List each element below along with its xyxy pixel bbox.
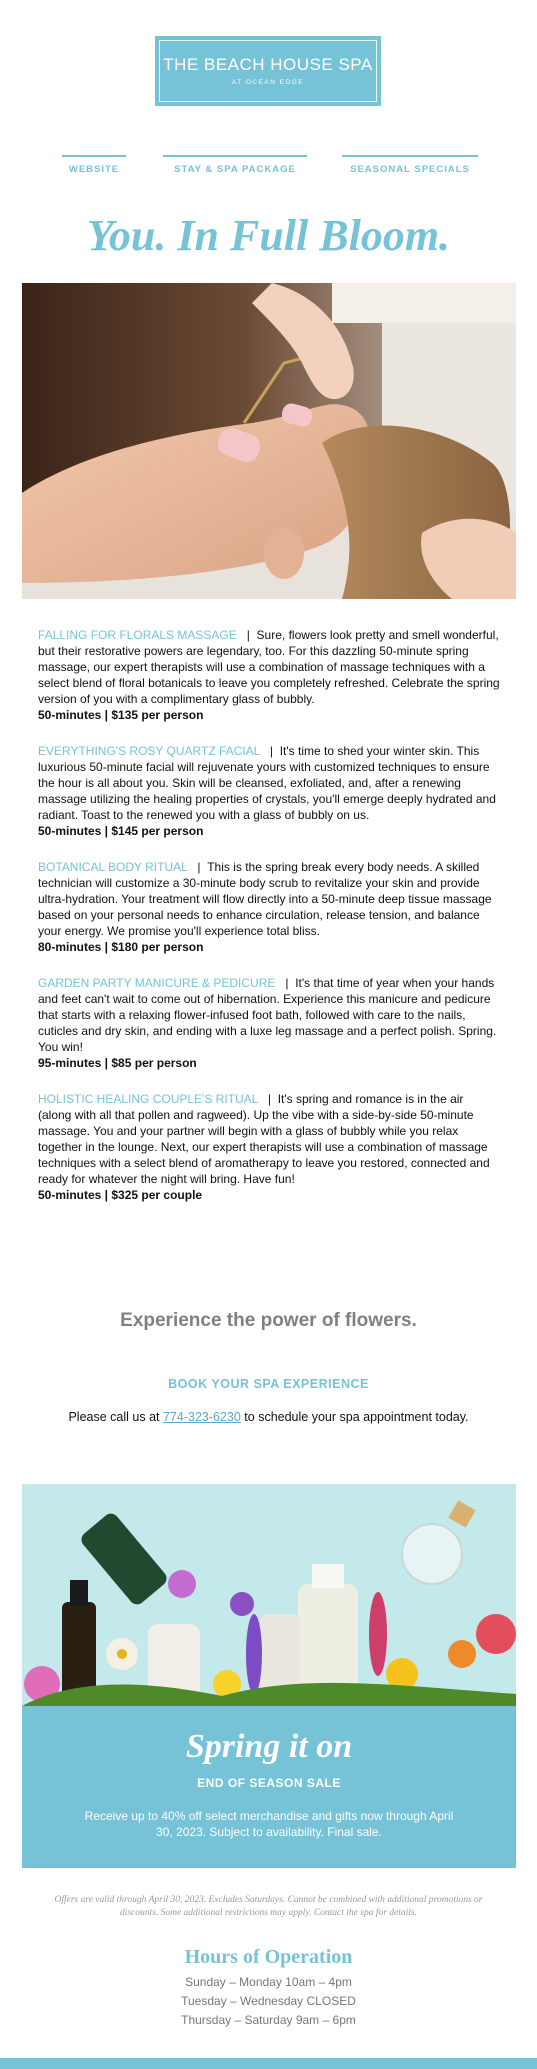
- hours-line: Tuesday – Wednesday CLOSED: [181, 1994, 356, 2008]
- service-item: [38, 859, 500, 955]
- service-name-link[interactable]: HOLISTIC HEALING COUPLE'S RITUAL: [38, 1092, 258, 1106]
- separator: [240, 628, 256, 642]
- service-description: It's spring and romance is in the air (along with all that pollen and ragweed). Up the vibe with a side-by-side 50-minute massage. You and your partner will begin with a glass of bubbly while you relax together in the lounge. Next, our expert therapists will use a combination of massage techniques with a select blend of aromatherapy to leave you restored, connected and ready for whatever the night will bring. Have fun!: [38, 1092, 490, 1186]
- service-name-link[interactable]: BOTANICAL BODY RITUAL: [38, 860, 188, 874]
- service-description: This is the spring break every body needs. A skilled technician will customize a 30-minute body scrub to revitalize your skin and provide ultra-hydration. Your treatment will flow directly into a 50-minute deep tissue massage based on your personal needs to enhance circulation, release tension, and balance your energy. We promise you'll experience total bliss.: [38, 860, 492, 938]
- hours-list: [0, 1973, 537, 2030]
- service-name-link[interactable]: FALLING FOR FLORALS MASSAGE: [38, 628, 237, 642]
- nav-item-seasonal-specials[interactable]: [342, 155, 478, 175]
- promo-image: [22, 1484, 516, 1706]
- separator-glyph: |: [246, 628, 250, 642]
- hours-line: Sunday – Monday 10am – 4pm: [185, 1975, 352, 1989]
- spring-title: Spring it on: [185, 1728, 353, 1765]
- hours-title: Hours of Operation: [184, 1946, 353, 1968]
- separator: [191, 860, 207, 874]
- service-description: Sure, flowers look pretty and smell wonderful, but their restorative powers are legendary, too. For this dazzling 50-minute spring massage, our expert therapists will use a combination of massage techniques with a select blend of floral botanicals to leave you completely refreshed. Celebrate the spring version of you with a complimentary glass of bubbly.: [38, 628, 500, 706]
- service-item: [38, 1091, 500, 1203]
- logo-border: [159, 40, 377, 102]
- phone-link[interactable]: 774-323-6230: [162, 1410, 241, 1424]
- nav-link-stay-spa-package[interactable]: STAY & SPA PACKAGE: [174, 164, 296, 175]
- call-prefix: Please call us at: [68, 1410, 163, 1424]
- service-price: 50-minutes | $145 per person: [38, 824, 204, 838]
- service-description: It's time to shed your winter skin. This luxurious 50-minute facial will rejuvenate yours with customized techniques to ensure the hour is all about you. Skin will be cleansed, exfoliated, and, after a renewing massage utilizing the healing properties of crystals, you'll emerge deeply hydrated and radiant. Toast to the renewed you with a glass of bubbly on us.: [38, 744, 496, 822]
- service-item: [38, 975, 500, 1071]
- service-price: 50-minutes | $325 per couple: [38, 1188, 203, 1202]
- service-name-link[interactable]: GARDEN PARTY MANICURE & PEDICURE: [38, 976, 276, 990]
- separator: [261, 1092, 277, 1106]
- main-headline: You. In Full Bloom.: [86, 211, 451, 260]
- spring-body: Receive up to 40% off select merchandise and gifts now through April 30, 2023. Subject to availability. Final sale.: [84, 1809, 454, 1839]
- separator-glyph: |: [285, 976, 289, 990]
- book-heading[interactable]: BOOK YOUR SPA EXPERIENCE: [168, 1377, 369, 1391]
- service-price: 80-minutes | $180 per person: [38, 940, 204, 954]
- footer-bar: [0, 2058, 537, 2069]
- facial-photo-illustration: [22, 283, 516, 599]
- call-suffix: to schedule your spa appointment today.: [240, 1410, 469, 1424]
- nav-link-website[interactable]: WEBSITE: [68, 164, 120, 175]
- service-name-link[interactable]: EVERYTHING'S ROSY QUARTZ FACIAL: [38, 744, 260, 758]
- nav-underline: [342, 155, 478, 157]
- separator: [263, 744, 279, 758]
- nav-item-stay-spa-package[interactable]: [163, 155, 307, 175]
- power-heading: Experience the power of flowers.: [120, 1310, 417, 1331]
- hero-image: [22, 283, 516, 599]
- service-item: [38, 743, 500, 839]
- service-price: 50-minutes | $135 per person: [38, 708, 204, 722]
- separator-glyph: |: [197, 860, 201, 874]
- separator: [279, 976, 295, 990]
- logo-title: THE BEACH HOUSE SPA: [163, 55, 373, 74]
- spring-subtitle: END OF SEASON SALE: [197, 1776, 341, 1790]
- nav-underline: [62, 155, 126, 157]
- flowers-bottles-illustration: [22, 1484, 516, 1706]
- top-nav: [0, 155, 537, 185]
- call-us-text: [0, 1409, 537, 1426]
- nav-item-website[interactable]: [62, 155, 126, 175]
- separator-glyph: |: [269, 744, 274, 758]
- hours-line: Thursday – Saturday 9am – 6pm: [181, 2013, 356, 2027]
- service-item: [38, 627, 500, 723]
- fine-print: Offers are valid through April 30, 2023. Excludes Saturdays. Cannot be combined with additional promotions or discounts. Some additional restrictions may apply. Contact the spa for details.: [54, 1895, 483, 1918]
- nav-underline: [163, 155, 307, 157]
- service-price: 95-minutes | $85 per person: [38, 1056, 197, 1070]
- service-description: It's that time of year when your hands and feet can't wait to come out of hibernation. Experience this manicure and pedicure that starts with a relaxing flower-infused foot bath, followed with care to the nails, cuticles and dry skin, and ending with a luxe leg massage and a perfect polish. Spring. You win!: [38, 976, 497, 1054]
- logo-subtitle: AT OCEAN EDGE: [231, 79, 305, 86]
- separator-glyph: |: [267, 1092, 272, 1106]
- spa-logo[interactable]: [155, 36, 381, 106]
- nav-link-seasonal-specials[interactable]: SEASONAL SPECIALS: [350, 164, 470, 175]
- services-list: [38, 627, 500, 1223]
- spring-sale-panel: [22, 1706, 516, 1868]
